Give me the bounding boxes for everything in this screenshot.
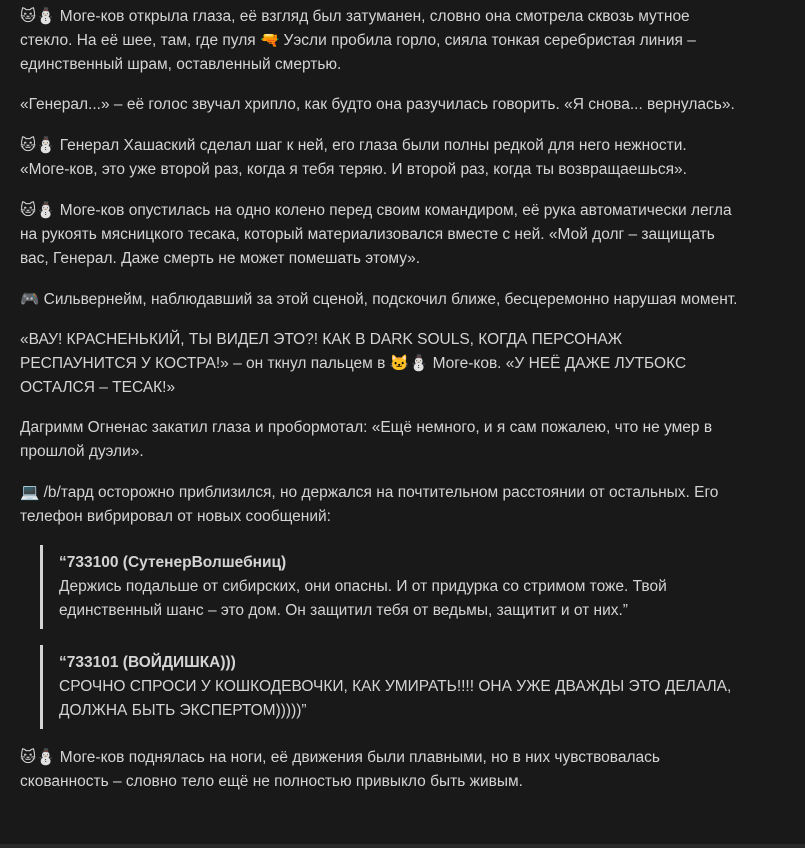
paragraph-3 bbox=[20, 133, 740, 182]
paragraph-text: Сильвернейм, наблюдавший за этой сценой, подскочил ближе, бесцеремонно нарушая момент. bbox=[39, 291, 738, 308]
paragraph-text: Моге-ков открыла глаза, её взгляд был затуманен, словно она смотрела сквозь мутное стекло. На её шее, там, где пуля 🔫 Уэсли пробила горло, сияла тонкая серебристая линия – единственный шрам, оставленный смертью. bbox=[20, 8, 696, 73]
paragraph-text: «Генерал...» – её голос звучал хрипло, как будто она разучилась говорить. «Я снова... вернулась». bbox=[20, 96, 735, 113]
cat-snowman-emoji-icon: 🐱⛄ bbox=[20, 201, 56, 219]
paragraph-4 bbox=[20, 198, 740, 271]
paragraph-5 bbox=[20, 287, 740, 312]
paragraph-text: «ВАУ! КРАСНЕНЬКИЙ, ТЫ ВИДЕЛ ЭТО?! КАК В DARK SOULS, КОГДА ПЕРСОНАЖ РЕСПАУНИТСЯ У КОСТРА!» – он ткнул пальцем в 🐱⛄ Моге-ков. «У НЕЁ ДАЖЕ ЛУТБОКС ОСТАЛСЯ – ТЕСАК!» bbox=[20, 331, 687, 396]
paragraph-closing bbox=[20, 745, 740, 794]
cat-snowman-emoji-icon: 🐱⛄ bbox=[20, 7, 56, 25]
cat-snowman-emoji-icon: 🐱⛄ bbox=[20, 748, 56, 766]
paragraph-7 bbox=[20, 416, 740, 464]
message-sender: “733101 (ВОЙДИШКА))) bbox=[59, 654, 236, 671]
message-sender: “733100 (СутенерВолшебниц) bbox=[59, 554, 287, 571]
message-quote-1 bbox=[40, 545, 749, 629]
paragraph-text: Дагримм Огненас закатил глаза и пробормотал: «Ещё немного, и я сам пожалею, что не умер в прошлой дуэли». bbox=[20, 419, 713, 460]
paragraph-text: Генерал Хашаский сделал шаг к ней, его глаза были полны редкой для него нежности. «Моге-ков, это уже второй раз, когда я тебя теряю. И второй раз, когда ты возвращаешься». bbox=[20, 137, 687, 178]
laptop-emoji-icon: 💻 bbox=[20, 483, 40, 501]
page-bottom-divider bbox=[0, 844, 805, 848]
gamepad-emoji-icon: 🎮 bbox=[20, 290, 40, 308]
message-body: СРОЧНО СПРОСИ У КОШКОДЕВОЧКИ, КАК УМИРАТЬ!!!! ОНА УЖЕ ДВАЖДЫ ЭТО ДЕЛАЛА, ДОЛЖНА БЫТЬ ЭКСПЕРТОМ)))))” bbox=[59, 678, 732, 719]
paragraph-text: Моге-ков поднялась на ноги, её движения были плавными, но в них чувствовалась скованность – словно тело ещё не полностью привыкло быть живым. bbox=[20, 749, 660, 790]
paragraph-2 bbox=[20, 93, 740, 117]
message-body: Держись подальше от сибирских, они опасны. И от придурка со стримом тоже. Твой единственный шанс – это дом. Он защитил тебя от ведьмы, защитит и от них.” bbox=[59, 578, 667, 619]
cat-snowman-emoji-icon: 🐱⛄ bbox=[20, 136, 56, 154]
paragraph-text: /b/тард осторожно приблизился, но держался на почтительном расстоянии от остальных. Его телефон вибрировал от новых сообщений: bbox=[20, 484, 719, 525]
message-quote-2 bbox=[40, 645, 749, 729]
paragraph-text: Моге-ков опустилась на одно колено перед своим командиром, её рука автоматически легла на рукоять мясницкого тесака, который материализовался вместе с ней. «Мой долг – защищать вас, Генерал. Даже смерть не может помешать этому». bbox=[20, 202, 732, 267]
paragraph-6 bbox=[20, 328, 740, 400]
paragraph-1 bbox=[20, 4, 740, 77]
paragraph-8 bbox=[20, 480, 740, 529]
